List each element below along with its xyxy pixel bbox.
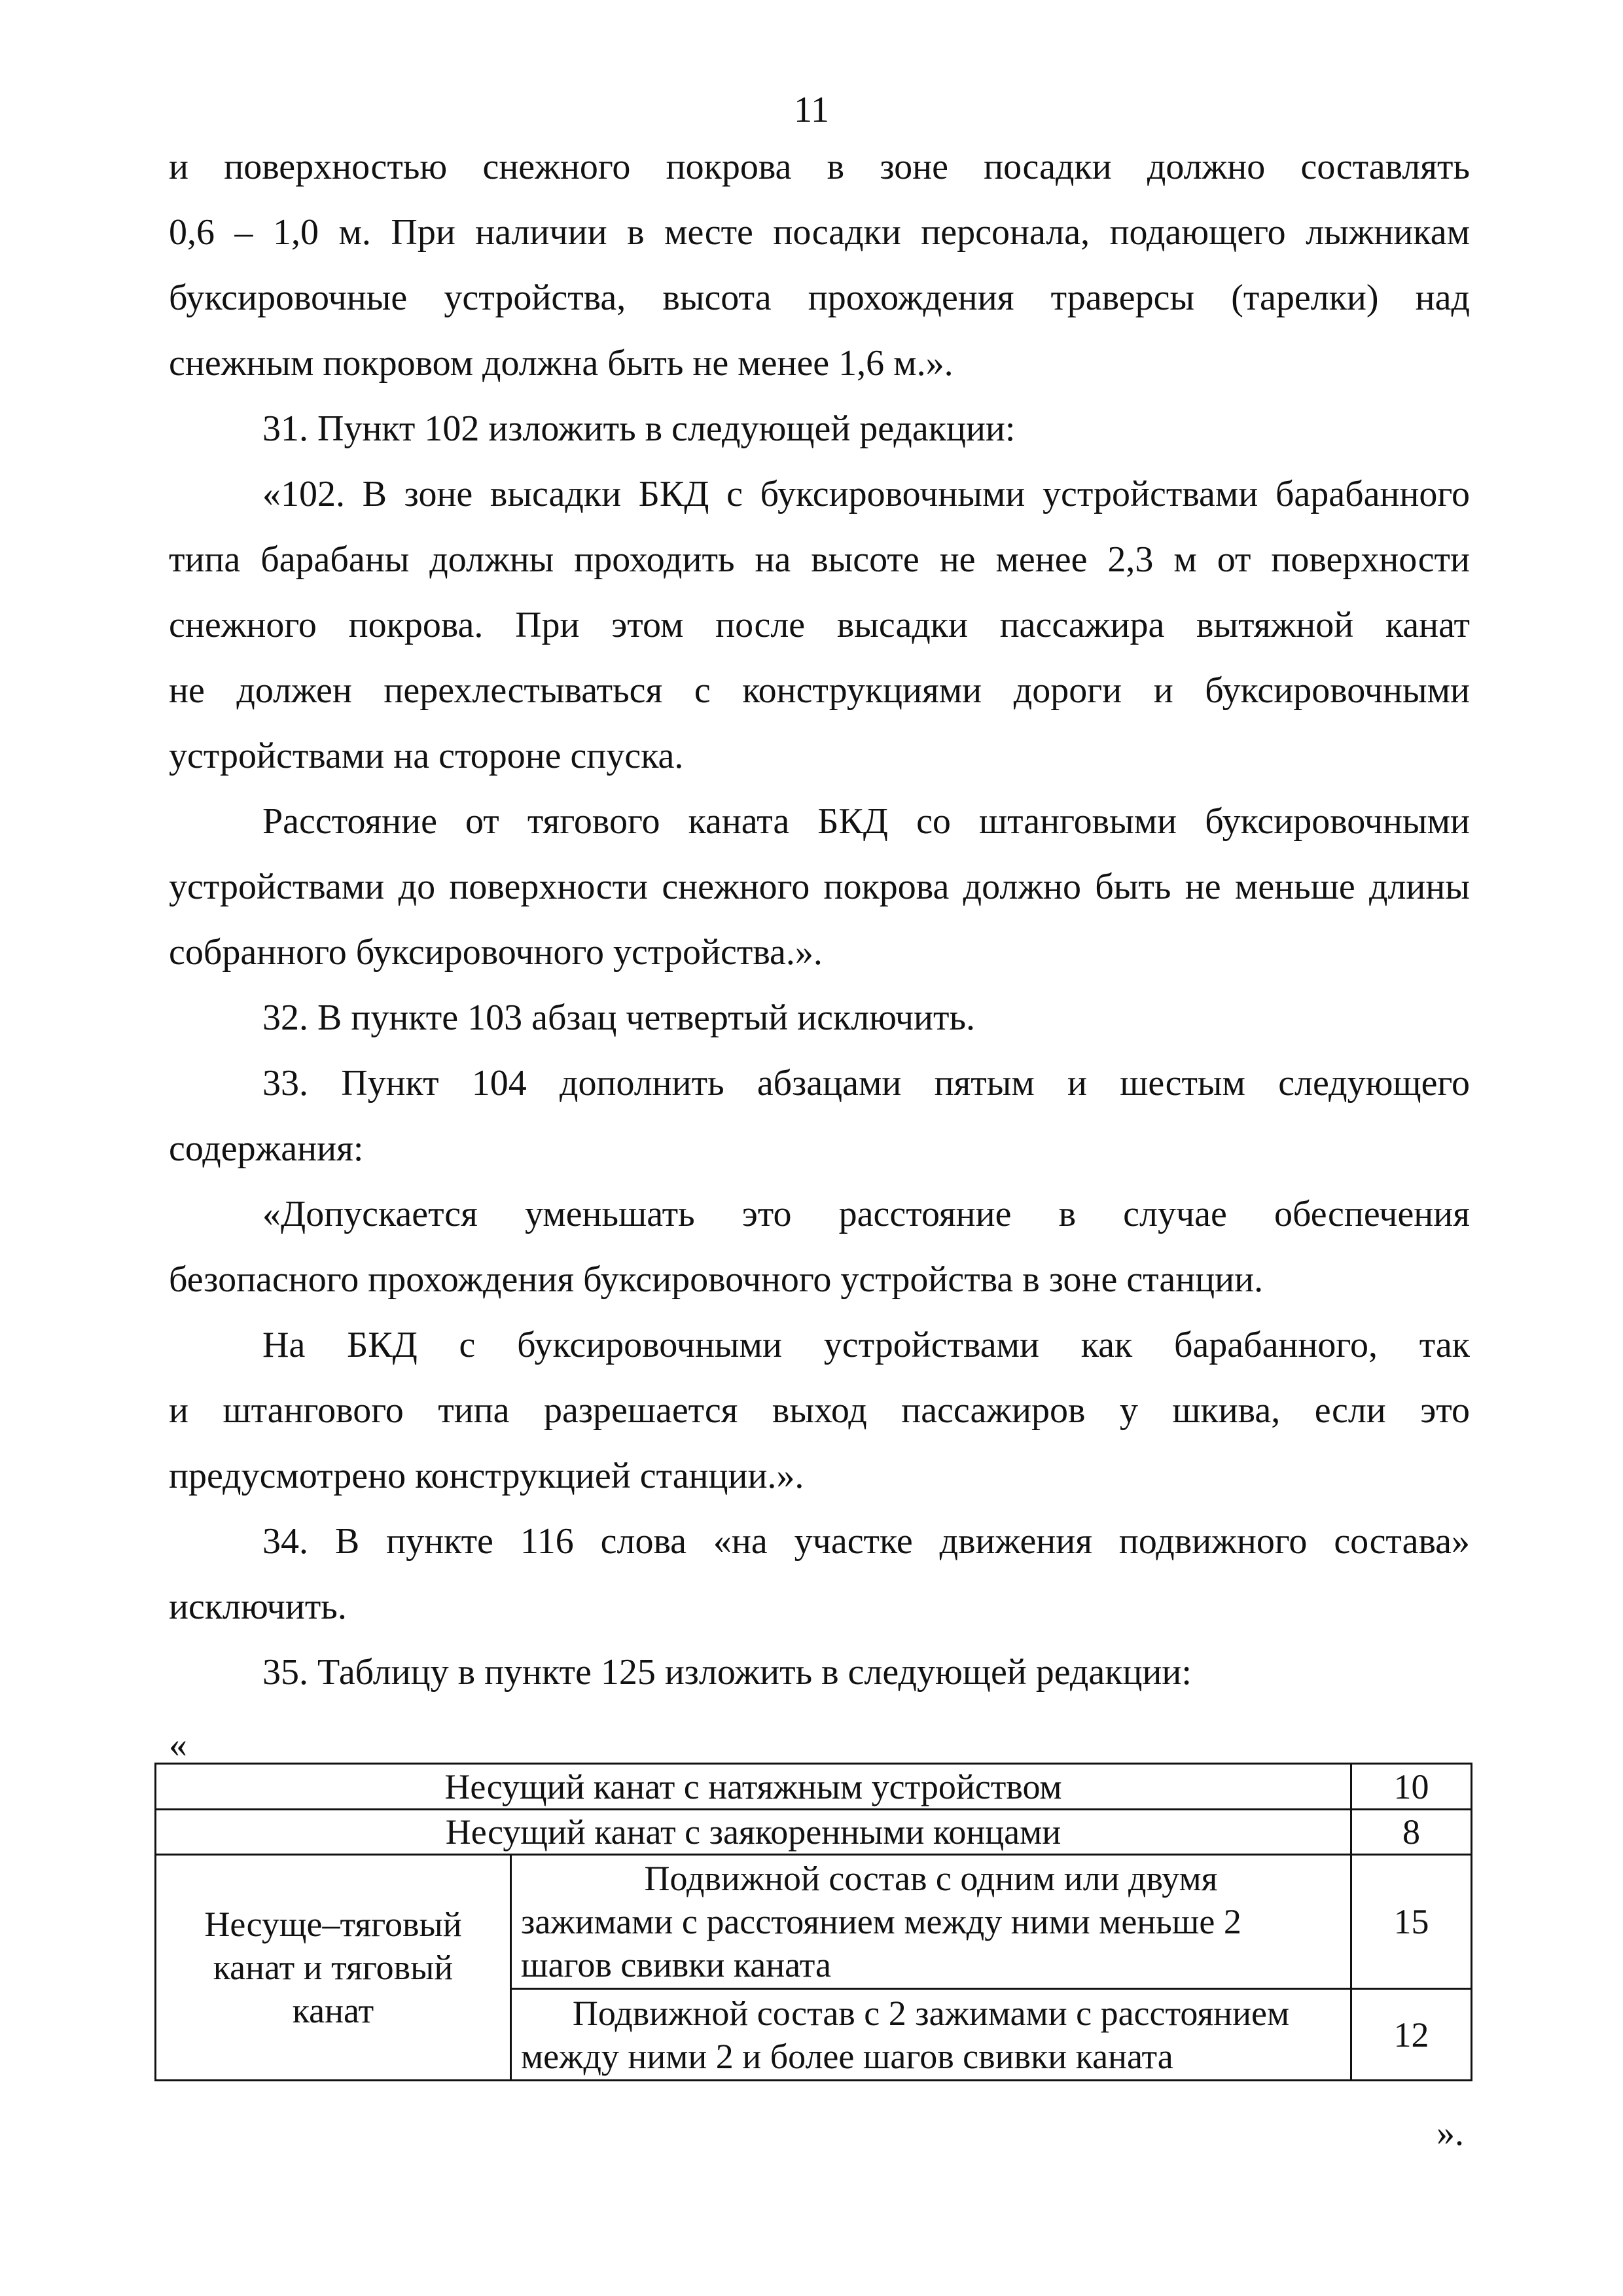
text-line: буксировочные устройства, высота прохождения траверсы (тарелки) над — [169, 278, 1470, 318]
group-label-line: канат и тяговый — [213, 1948, 454, 1987]
text-line: снежным покровом должна быть не менее 1,6 м.». — [169, 343, 954, 384]
text-line: собранного буксировочного устройства.». — [169, 932, 823, 973]
table-cell-value: 12 — [1351, 1989, 1472, 2081]
text-line: и штангового типа разрешается выход пассажиров у шкива, если это — [169, 1390, 1470, 1431]
table-cell-label: Несущий канат с заякоренными концами — [156, 1810, 1351, 1855]
table-row — [156, 1764, 1472, 1810]
text-line: На БКД с буксировочными устройствами как барабанного, так — [262, 1325, 1470, 1365]
table-row — [156, 1810, 1472, 1855]
item-34: 34. В пункте 116 слова «на участке движения подвижного состава» — [262, 1521, 1470, 1562]
text-line: не должен перехлестываться с конструкциями дороги и буксировочными — [169, 670, 1470, 711]
text-line: «Допускается уменьшать это расстояние в случае обеспечения — [262, 1194, 1470, 1234]
text-line: содержания: — [169, 1128, 364, 1169]
table-cell-label — [511, 1855, 1351, 1989]
table-group-label — [156, 1855, 511, 2081]
table-cell-value: 10 — [1351, 1764, 1472, 1810]
cell-line: шагов свивки каната — [521, 1945, 831, 1984]
text-line: предусмотрено конструкцией станции.». — [169, 1456, 804, 1496]
cell-line: между ними 2 и более шагов свивки каната — [521, 2036, 1173, 2076]
text-line: снежного покрова. При этом после высадки пассажира вытяжной канат — [169, 605, 1470, 645]
quote-close: ». — [1436, 2113, 1464, 2153]
cell-line: Подвижной состав с одним или двумя — [644, 1859, 1218, 1898]
cell-line: Подвижной состав с 2 зажимами с расстоянием — [572, 1993, 1290, 2033]
text-line: безопасного прохождения буксировочного устройства в зоне станции. — [169, 1259, 1264, 1300]
item-33: 33. Пункт 104 дополнить абзацами пятым и шестым следующего — [262, 1063, 1470, 1103]
text-line: исключить. — [169, 1587, 347, 1627]
item-32: 32. В пункте 103 абзац четвертый исключить. — [262, 997, 975, 1038]
page-number: 11 — [794, 90, 829, 130]
text-line: «102. В зоне высадки БКД с буксировочными устройствами барабанного — [262, 474, 1470, 514]
table-cell-value: 15 — [1351, 1855, 1472, 1989]
quote-open: « — [169, 1725, 187, 1765]
item-35: 35. Таблицу в пункте 125 изложить в следующей редакции: — [262, 1652, 1192, 1693]
text-line: и поверхностью снежного покрова в зоне посадки должно составлять — [169, 147, 1470, 187]
table-cell-value: 8 — [1351, 1810, 1472, 1855]
item-31: 31. Пункт 102 изложить в следующей редакции: — [262, 408, 1016, 449]
text-line: Расстояние от тягового каната БКД со штанговыми буксировочными — [262, 801, 1470, 842]
table-cell-label — [511, 1989, 1351, 2081]
table-row — [156, 1855, 1472, 1989]
text-line: устройствами на стороне спуска. — [169, 736, 684, 776]
group-label-line: Несуще–тяговый — [204, 1905, 462, 1944]
group-label-line: канат — [292, 1991, 374, 2030]
text-line: устройствами до поверхности снежного покрова должно быть не меньше длины — [169, 867, 1470, 907]
text-line: 0,6 – 1,0 м. При наличии в месте посадки персонала, подающего лыжникам — [169, 212, 1470, 253]
table-cell-label: Несущий канат с натяжным устройством — [156, 1764, 1351, 1810]
norms-table — [154, 1763, 1472, 2081]
cell-line: зажимами с расстоянием между ними меньше 2 — [521, 1902, 1241, 1941]
text-line: типа барабаны должны проходить на высоте не менее 2,3 м от поверхности — [169, 539, 1470, 580]
